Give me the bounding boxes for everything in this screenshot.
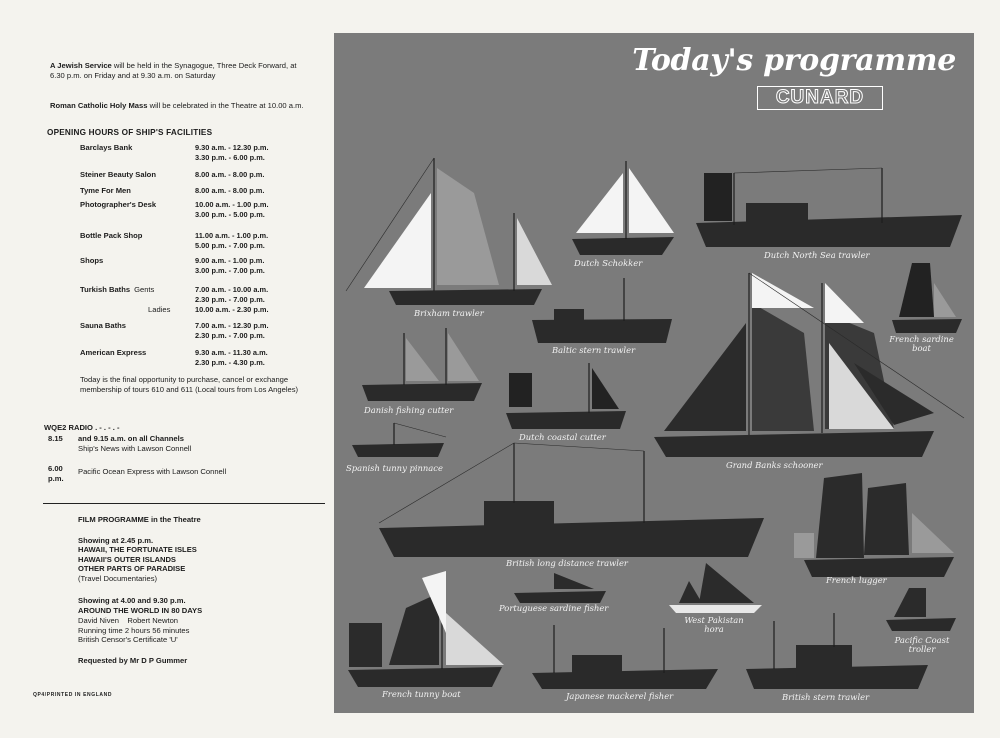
dutch-coastal-cutter-ship (506, 363, 626, 429)
film-showing-1-titles: HAWAII, THE FORTUNATE ISLES HAWAII'S OUTER ISLANDS OTHER PARTS OF PARADISE (78, 545, 197, 574)
british-long-distance-trawler-ship (379, 443, 764, 557)
programme-text-column (0, 0, 330, 738)
danish-fishing-cutter-ship (362, 328, 482, 401)
cunard-logo: CUNARD (757, 86, 883, 110)
radio-heading-text: WQE2 RADIO (44, 423, 93, 432)
dutch-north-sea-trawler-ship (696, 168, 962, 247)
caption-japanese-mackerel-fisher: Japanese mackerel fisher (566, 691, 674, 701)
facility-name-label: Bottle Pack Shop (80, 231, 143, 240)
facility-hours: 9.00 a.m. - 1.00 p.m. 3.00 p.m. - 7.00 p.m. (195, 256, 265, 275)
facility-name (80, 285, 154, 294)
radio-pacific-express: Pacific Ocean Express with Lawson Connell (78, 467, 227, 476)
facilities-heading: OPENING HOURS OF SHIP'S FACILITIES (47, 128, 213, 137)
caption-portuguese-sardine-fisher: Portuguese sardine fisher (499, 603, 609, 613)
facility-hours: 8.00 a.m. - 8.00 p.m. (195, 186, 265, 195)
west-pakistan-hora-ship (669, 563, 762, 613)
printer-footer: QP4/PRINTED IN ENGLAND (33, 692, 113, 698)
caption-dutch-coastal-cutter: Dutch coastal cutter (519, 432, 606, 442)
jewish-service-notice (50, 61, 312, 81)
film-showing-1-note: (Travel Documentaries) (78, 574, 158, 583)
facility-name-label: Sauna Baths (80, 321, 126, 330)
facility-name-label: Photographer's Desk (80, 200, 157, 209)
caption-french-lugger: French lugger (826, 575, 887, 585)
facility-sub-label: Gents (134, 285, 155, 294)
facility-name-label: American Express (80, 348, 147, 357)
facility-name (80, 348, 146, 357)
film-showing-1-time: Showing at 2.45 p.m. (78, 536, 154, 545)
facility-name (80, 231, 142, 240)
french-sardine-boat-ship (892, 263, 962, 333)
caption-dutch-north-sea-trawler: Dutch North Sea trawler (764, 250, 870, 260)
catholic-mass-title: Roman Catholic Holy Mass (50, 101, 148, 110)
film-request: Requested by Mr D P Gummer (78, 656, 188, 665)
facility-name (80, 170, 156, 179)
facility-hours: 7.00 a.m. - 12.30 p.m. 2.30 p.m. - 7.00 p.m. (195, 321, 269, 340)
radio-heading: WQE2 RADIO . - . - . - (44, 423, 120, 432)
todays-programme-title: Today's programme (632, 43, 956, 78)
ships-illustration-panel (334, 33, 974, 713)
film-heading: FILM PROGRAMME in the Theatre (78, 515, 201, 524)
caption-french-sardine-boat: French sardine boat (889, 334, 954, 353)
facility-name-label: Barclays Bank (80, 143, 133, 152)
facility-hours: 10.00 a.m. - 1.00 p.m. 3.00 p.m. - 5.00 p.m. (195, 200, 269, 219)
facility-name (80, 305, 170, 314)
pacific-coast-troller-ship (886, 588, 956, 631)
jewish-service-text: will be held in the Synagogue, Three Deck Forward, at 6.30 p.m. on Friday and at 9.30 a.m. on Saturday (50, 61, 297, 80)
facility-name-label: Tyme For Men (80, 186, 131, 195)
caption-grand-banks-schooner: Grand Banks schooner (726, 460, 823, 470)
caption-baltic-stern-trawler: Baltic stern trawler (552, 345, 636, 355)
caption-danish-fishing-cutter: Danish fishing cutter (364, 405, 454, 415)
caption-british-stern-trawler: British stern trawler (782, 692, 870, 702)
brixham-trawler-ship (346, 158, 552, 305)
caption-pacific-coast-troller: Pacific Coast troller (894, 635, 950, 654)
facility-hours: 11.00 a.m. - 1.00 p.m. 5.00 p.m. - 7.00 p.m. (195, 231, 269, 250)
facility-hours: 10.00 a.m. - 2.30 p.m. (195, 305, 269, 314)
french-tunny-boat-ship (348, 571, 504, 687)
fishing-boats-illustration (334, 33, 974, 713)
facility-name-label: Turkish Baths (80, 285, 131, 294)
radio-ships-news: Ship's News with Lawson Connell (78, 444, 192, 453)
catholic-mass-notice (50, 101, 325, 111)
film-showing-2-title: AROUND THE WORLD IN 80 DAYS (78, 606, 203, 615)
film-showing-2-details: David Niven Robert Newton Running time 2 hours 56 minutes British Censor's Certificate 'U' (78, 616, 190, 645)
facility-name (80, 256, 103, 265)
facility-hours: 7.00 a.m. - 10.00 a.m. 2.30 p.m. - 7.00 p.m. (195, 285, 269, 304)
jewish-service-title: A Jewish Service (50, 61, 112, 70)
caption-spanish-tunny-pinnace: Spanish tunny pinnace (346, 463, 443, 473)
japanese-mackerel-fisher-ship (532, 625, 718, 689)
caption-british-long-distance-trawler: British long distance trawler (506, 558, 628, 568)
facility-hours: 9.30 a.m. - 12.30 p.m. 3.30 p.m. - 6.00 p.m. (195, 143, 269, 162)
spanish-tunny-pinnace-ship (352, 423, 446, 457)
radio-channels-line: and 9.15 a.m. on all Channels (78, 434, 184, 443)
tours-note: Today is the final opportunity to purchase, cancel or exchange membership of tours 610 and 611 (Local tours from Los Angeles) (80, 375, 299, 394)
facility-hours: 9.30 a.m. - 11.30 a.m. 2.30 p.m. - 4.30 p.m. (195, 348, 268, 367)
baltic-stern-trawler-ship (532, 278, 672, 343)
facility-name-label: Shops (80, 256, 104, 265)
facility-name (80, 200, 156, 209)
catholic-mass-text: will be celebrated in the Theatre at 10.00 a.m. (147, 101, 304, 110)
caption-dutch-schokker: Dutch Schokker (574, 258, 643, 268)
facility-hours: 8.00 a.m. - 8.00 p.m. (195, 170, 265, 179)
caption-west-pakistan-hora: West Pakistan hora (684, 615, 744, 634)
film-showing-2-time: Showing at 4.00 and 9.30 p.m. (78, 596, 186, 605)
caption-brixham-trawler: Brixham trawler (414, 308, 484, 318)
portuguese-sardine-fisher-ship (514, 573, 606, 603)
facility-name-label: Steiner Beauty Salon (80, 170, 156, 179)
facility-name (80, 143, 132, 152)
dutch-schokker-ship (572, 161, 674, 255)
facility-name (80, 186, 131, 195)
facility-sub-label: Ladies (148, 305, 171, 314)
facility-name (80, 321, 126, 330)
french-lugger-ship (794, 473, 954, 577)
caption-french-tunny-boat: French tunny boat (382, 689, 461, 699)
section-divider (43, 503, 325, 504)
radio-time-1: 8.15 (48, 434, 63, 443)
radio-time-2: 6.00 p.m. (48, 464, 64, 483)
